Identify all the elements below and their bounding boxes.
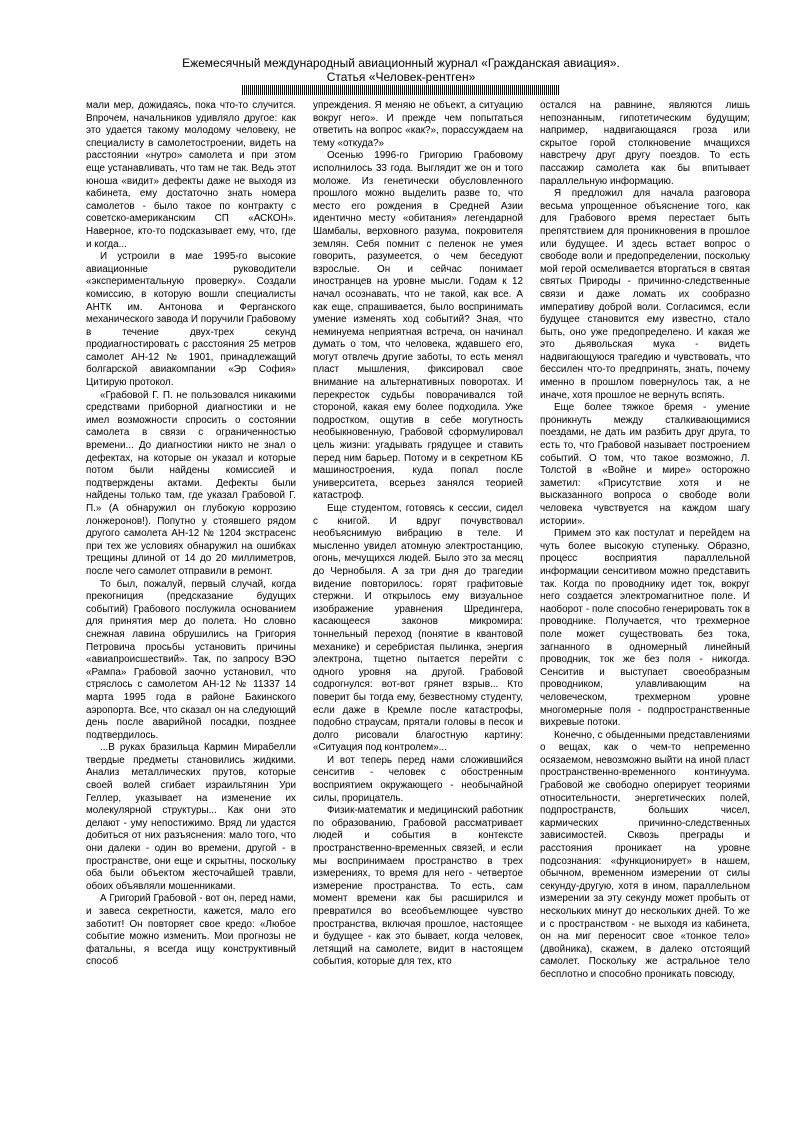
title-underline-rule — [242, 85, 560, 95]
paragraph: Конечно, с обыденными представлениями о вещах, как о чем-то непременно осязаемом, невозможно выйти на иной пласт пространственно-временного континуума. Грабовой же свободно оперирует теориями относительности, энергетических полей, подпространств, больших чисел, кармических причинно-следственных зависимостей. Сквозь преграды и расстояния проникает на уровне подсознания: «функционирует» в нашем, обычном, временном измерении от силы секунду-другую, хотя в ином, параллельном измерении за эту секунду может пробыть от нескольких минут до нескольких дней. То же и с пространством - не выходя из кабинета, он на миг переносит свое «тонкое тело» (двойника), скажем, в далеко отстоящий самолет. Поскольку же астральное тело бесплотно и способно проникать повсюду, — [540, 729, 750, 980]
paragraph: упреждения. Я меняю не объект, а ситуацию вокруг него». И прежде чем попытаться ответить на вопрос «как?», порассуждаем на тему «откуда?» — [313, 100, 523, 149]
paragraph: А Григорий Грабовой - вот он, перед нами, и завеса секретности, кажется, мало его заботит! Он повторяет свое кредо: «Любое событие можно изменить. Мои прогнозы не фатальны, я всегда ищу конструктивный способ — [86, 893, 296, 968]
paragraph: То был, пожалуй, первый случай, когда прекогниция (предсказание будущих событий) Грабового послужила основанием для принятия мер до полета. Но словно снежная лавина обрушились на Григория Петровича просьбы установить причины «авиапроисшествий». Так, по запросу ВЭО «Рампа» Грабовой заочно установил, что стряслось с самолетом АН-12 № 11337 14 марта 1995 года в районе Бакинского аэропорта. Все, что сказал он на следующий день после аварийной посадки, позднее подтвердилось. — [86, 578, 296, 741]
paragraph: Примем это как постулат и перейдем на чуть более высокую ступеньку. Образно, процесс восприятия параллельной информации сенситивом можно представить так. Когда по проводнику идет ток, вокруг него создается электромагнитное поле. И наоборот - поле способно генерировать ток в проводнике. Получается, что трехмерное поле может существовать без тока, загнанного в одномерный линейный проводник, ток же без поля - никогда. Сенситив и выступает своеобразным проводником, улавливающим на человеческом, трехмерном уровне многомерные поля - подпространственные вихревые потоки. — [540, 528, 750, 729]
column-2 — [313, 100, 523, 1110]
paragraph: И устроили в мае 1995-го высокие авиационные руководители «экспериментальную проверку». Создали комиссию, в которую вошли специалисты АНТК им. Антонова и Ферганского механического завода И поручили Грабовому в течение двух-трех секунд продиагностировать с расстояния 25 метров самолет АН-12 № 1901, принадлежащий болгарской авиакомпании «Эр София» Цитирую протокол. — [86, 251, 296, 389]
paragraph: Осенью 1996-го Григорию Грабовому исполнилось 33 года. Выглядит же он и того моложе. Из генетически обусловленного прошлого можно выделить разве то, что место его рождения в Средней Азии идентично месту «обитания» легендарной Шамбалы, верховного разума, покровителя землян. Себя помнит с пеленок не умея говорить, разумеется, о чем беседуют взрослые. Он и сейчас понимает иностранцев на уровне мысли. Годам к 12 начал осознавать, что не такой, как все. А как еще, спрашивается, было воспринимать умение изменять ход событий? Зная, что неминуема неприятная встреча, он начинал думать о том, что человека, ждавшего его, могут отвлечь другие заботы, то есть менял пласт мышления, фиксировал свое внимание на альтернативных поворотах. И перекресток судьбы поворачивался той стороной, какая ему более подходила. Уже подростком, ощутив в себе могутность необыкновенную, Грабовой сформулировал цель жизни: угадывать грядущее и ставить перед ним барьер. Потому и в секретном КБ машиностроения, куда попал после университета, всерьез занялся теорией катастроф. — [313, 150, 523, 502]
column-3 — [540, 100, 750, 1110]
paragraph: Я предложил для начала разговора весьма упрощенное объяснение того, как для Грабового время перестает быть препятствием для проникновения в прошлое или будущее. И здесь встает вопрос о свободе воли и предопределении, поскольку мой герой осмеливается вторгаться в святая святых Природы - причинно-следственные связи и даже ломать их сообразно императиву доброй воли. Согласимся, если будущее становится ему известно, стало быть, оно уже предопределено. И какая же это дьявольская мука - видеть надвигающуюся трагедию и чувствовать, что бессилен что-то предпринять, знать, почему именно в прошлом повернулось так, а не иначе, хотя прошлое не вернуть вспять. — [540, 188, 750, 401]
paragraph: И вот теперь перед нами сложившийся сенситив - человек с обостренным восприятием окружающего - необычайной силы, прорицатель. — [313, 754, 523, 804]
column-1 — [86, 100, 296, 1110]
paragraph: Физик-математик и медицинский работник по образованию, Грабовой рассматривает людей и события в контексте пространственно-временных связей, и если мы воспринимаем пространство в трех измерениях, то время для него - четвертое измерение пространства. То есть, сам момент времени как бы расширился и превратился во всеобъемлющее чувство пространства, включая прошлое, настоящее и будущее - как это бывает, когда человек, летящий на самолете, видит в настоящем события, которые для тех, кто — [313, 805, 523, 968]
paragraph: «Грабовой Г. П. не пользовался никакими средствами приборной диагностики и не имел возможности спросить о состоянии самолета в связи с ограниченностью времени... До диагностики никто не знал о дефектах, на которые он указал и которые потом были найдены комиссией и подтверждены актами. Дефекты были найдены только там, где указал Грабовой Г. П.» (А обнаружил он глубокую коррозию лонжеронов!). Попутно у стоявшего рядом другого самолета АН-12 № 1204 экстрасенс при тех же условиях обнаружил на ошибках трещины длиной от 14 до 20 миллиметров, после чего самолет отправили в ремонт. — [86, 389, 296, 577]
journal-title: Ежемесячный международный авиационный журнал «Гражданская авиация». — [182, 56, 620, 70]
paragraph: ...В руках бразильца Кармин Мирабелли твердые предметы становились жидкими. Анализ металлических прутов, которые своей волей сгибает израильтянин Ури Геллер, указывает на изменение их молекулярной структуры... Как они это делают - уму непостижимо. Вряд ли удастся добиться от них разъяснения: мало того, что они далеки - один во времени, другой - в пространстве, они еще и скрытны, поскольку оба были объектом жесточайшей травли, обоих объявляли мошенниками. — [86, 742, 296, 892]
page-header — [0, 56, 802, 95]
paragraph: остался на равнине, являются лишь непознанным, гипотетическим будущим; например, надвигающаяся гроза или скрытое горой столкновение мчащихся навстречу друг другу поездов. То есть пассажир самолета как бы впитывает параллельную информацию. — [540, 100, 750, 187]
article-body — [86, 100, 750, 1110]
paragraph: Еще студентом, готовясь к сессии, сидел с книгой. И вдруг почувствовал необъяснимую вибрацию в теле. И мысленно увидел атомную электростанцию, огонь, мечущихся людей. Было это за месяц до Чернобыля. А за три дня до трагедии видение повторилось: горят графитовые стержни. И открылось ему визуальное изображение уравнения Шредингера, касающееся законов микромира: тоннельный переход (понятие в квантовой механике) и серебристая пылинка, энергия электрона, тщетно пытается перейти с одного уровня на другой. Грабовой содрогнулся: вот-вот грянет взрыв... Кто поверит бы тогда ему, безвестному студенту, если даже в Кремле после катастрофы, подобно страусам, прятали головы в песок и долго рисовали благостную картину: «Ситуация под контролем»... — [313, 503, 523, 754]
article-title: Статья «Человек-рентген» — [326, 70, 476, 84]
paragraph: Еще более тяжкое бремя - умение проникнуть между сталкивающимися поездами, не дать им разбить друг друга, то есть то, что Грабовой называет построением событий. О том, что такое возможно, Л. Толстой в «Войне и мире» осторожно заметил: «Присутствие хотя и не высказанного вопроса о свободе воли человека чувствуется на каждом шагу истории». — [540, 402, 750, 527]
paragraph: мали мер, дожидаясь, пока что-то случится. Впрочем, начальников удивляло другое: как это удается такому молодому человеку, не специалисту в самолетостроении, видеть на расстоянии «нутро» самолета и при этом еще устанавливать, что там не так. Ведь этот юноша «видит» дефекты даже не выходя из кабинета, ему достаточно знать номера самолетов - было такое по контракту с советско-американским СП «АСКОН». Наверное, кто-то подсказывает ему, что, где и когда... — [86, 100, 296, 250]
